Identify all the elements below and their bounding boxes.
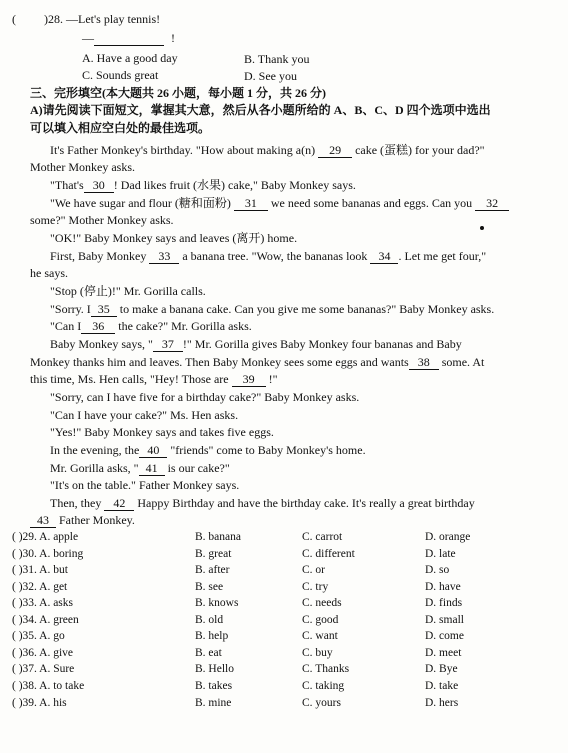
section-heading: 三、完形填空(本大题共 26 小题，每小题 1 分，共 26 分) xyxy=(30,86,326,100)
option-c-38: C. taking xyxy=(302,680,345,692)
passage-line-3: "That's 30 ! Dad likes fruit (水果) cake," Baby Monkey says. xyxy=(50,178,356,192)
passage-line-16: "Can I have your cake?" Ms. Hen asks. xyxy=(50,408,239,422)
blank-41: 41 xyxy=(139,461,165,476)
q28-prompt: —Let's play tennis! xyxy=(66,12,161,26)
blank-35: 35 xyxy=(91,302,117,317)
q28-number: )28. xyxy=(44,12,63,26)
option-c-36: C. buy xyxy=(302,647,333,659)
option-d-32: D. have xyxy=(425,581,461,593)
option-num-35: ( )35. A. go xyxy=(12,630,65,642)
blank-34: 34 xyxy=(370,249,398,264)
blank-43: 43 xyxy=(30,513,56,528)
option-b-35: B. help xyxy=(195,630,229,642)
option-num-37: ( )37. A. Sure xyxy=(12,663,75,675)
option-num-39: ( )39. A. his xyxy=(12,697,67,709)
passage-line-4: "We have sugar and flour (糖和面粉) 31 we need some bananas and eggs. Can you 32 xyxy=(50,196,509,211)
passage-line-13: Monkey thanks him and leaves. Then Baby Monkey sees some eggs and wants 38 some. At xyxy=(30,355,485,369)
option-b-30: B. great xyxy=(195,548,232,560)
blank-37: 37 xyxy=(153,337,183,352)
q28-option-b: B. Thank you xyxy=(244,52,310,66)
blank-33: 33 xyxy=(149,249,179,264)
option-d-33: D. finds xyxy=(425,597,463,609)
option-num-32: ( )32. A. get xyxy=(12,581,68,593)
option-num-29: ( )29. A. apple xyxy=(12,531,79,543)
q28-option-a: A. Have a good day xyxy=(82,51,178,65)
passage-line-8: he says. xyxy=(30,266,68,280)
blank-32: 32 xyxy=(475,196,509,211)
section-instruction-2: 可以填入相应空白处的最佳选项。 xyxy=(30,121,211,135)
option-c-33: C. needs xyxy=(302,597,342,609)
option-d-38: D. take xyxy=(425,680,459,692)
option-d-34: D. small xyxy=(425,614,464,626)
passage-line-1: It's Father Monkey's birthday. "How about making a(n) 29 cake (蛋糕) for your dad?" xyxy=(50,143,485,157)
option-c-32: C. try xyxy=(302,581,329,593)
option-d-36: D. meet xyxy=(425,647,462,659)
blank-30: 30 xyxy=(84,178,114,193)
q28-option-c: C. Sounds great xyxy=(82,68,159,82)
q28-option-d: D. See you xyxy=(244,69,297,83)
option-num-30: ( )30. A. boring xyxy=(12,548,84,560)
option-num-33: ( )33. A. asks xyxy=(12,597,74,609)
blank-40: 40 xyxy=(139,443,167,458)
option-d-31: D. so xyxy=(425,564,450,576)
passage-line-18: In the evening, the 40 "friends" come to Baby Monkey's home. xyxy=(50,443,366,457)
option-c-31: C. or xyxy=(302,564,325,576)
option-b-34: B. old xyxy=(195,614,224,626)
option-c-30: C. different xyxy=(302,548,355,560)
option-b-32: B. see xyxy=(195,581,224,593)
q28-line xyxy=(12,12,160,26)
section-instruction-1: A)请先阅读下面短文，掌握其大意，然后从各小题所给的 A、B、C、D 四个选项中选出 xyxy=(30,103,491,117)
blank-36: 36 xyxy=(81,319,115,334)
option-c-39: C. yours xyxy=(302,697,341,709)
blank-29: 29 xyxy=(318,143,352,158)
q28-blank xyxy=(94,31,164,46)
passage-line-10: "Sorry. I 35 to make a banana cake. Can you give me some bananas?" Baby Monkey asks. xyxy=(50,302,495,316)
option-b-36: B. eat xyxy=(195,647,222,659)
passage-line-20: "It's on the table." Father Monkey says. xyxy=(50,478,240,492)
option-d-29: D. orange xyxy=(425,531,471,543)
passage-line-7: First, Baby Monkey 33 a banana tree. "Wow, the bananas look 34 . Let me get four," xyxy=(50,249,487,263)
option-d-37: D. Bye xyxy=(425,663,458,675)
passage-line-22: 43 Father Monkey. xyxy=(30,513,135,528)
passage-line-17: "Yes!" Baby Monkey says and takes five eggs. xyxy=(50,425,274,439)
option-b-39: B. mine xyxy=(195,697,232,709)
passage-line-14: this time, Ms. Hen calls, "Hey! Those are 39 !" xyxy=(30,372,278,386)
option-num-31: ( )31. A. but xyxy=(12,564,68,576)
option-c-34: C. good xyxy=(302,614,339,626)
ink-dot xyxy=(480,226,484,230)
q28-paren-open: ( xyxy=(12,12,16,26)
passage-line-11: "Can I 36 the cake?" Mr. Gorilla asks. xyxy=(50,319,252,333)
option-b-37: B. Hello xyxy=(195,663,234,675)
passage-line-9: "Stop (停止)!" Mr. Gorilla calls. xyxy=(50,284,206,298)
option-d-39: D. hers xyxy=(425,697,459,709)
passage-line-6: "OK!" Baby Monkey says and leaves (离开) home. xyxy=(50,231,298,245)
option-c-35: C. want xyxy=(302,630,338,642)
blank-31: 31 xyxy=(234,196,268,211)
passage-line-15: "Sorry, can I have five for a birthday cake?" Baby Monkey asks. xyxy=(50,390,360,404)
option-b-38: B. takes xyxy=(195,680,233,692)
option-num-38: ( )38. A. to take xyxy=(12,680,85,692)
passage-line-12: Baby Monkey says, " 37 !" Mr. Gorilla gives Baby Monkey four bananas and Baby xyxy=(50,337,462,351)
option-c-37: C. Thanks xyxy=(302,663,350,675)
option-d-30: D. late xyxy=(425,548,456,560)
passage-line-19: Mr. Gorilla asks, " 41 is our cake?" xyxy=(50,461,230,475)
blank-39: 39 xyxy=(232,372,266,387)
q28-answer-line: — ! xyxy=(82,31,175,45)
passage-line-21: Then, they 42 Happy Birthday and have the birthday cake. It's really a great birthday xyxy=(50,496,475,510)
option-b-31: B. after xyxy=(195,564,230,576)
option-num-36: ( )36. A. give xyxy=(12,647,74,659)
option-d-35: D. come xyxy=(425,630,464,642)
passage-line-2: Mother Monkey asks. xyxy=(30,160,135,174)
blank-38: 38 xyxy=(409,355,439,370)
blank-42: 42 xyxy=(104,496,134,511)
option-c-29: C. carrot xyxy=(302,531,343,543)
option-num-34: ( )34. A. green xyxy=(12,614,79,626)
option-b-29: B. banana xyxy=(195,531,241,543)
passage-line-5: some?" Mother Monkey asks. xyxy=(30,213,174,227)
option-b-33: B. knows xyxy=(195,597,239,609)
